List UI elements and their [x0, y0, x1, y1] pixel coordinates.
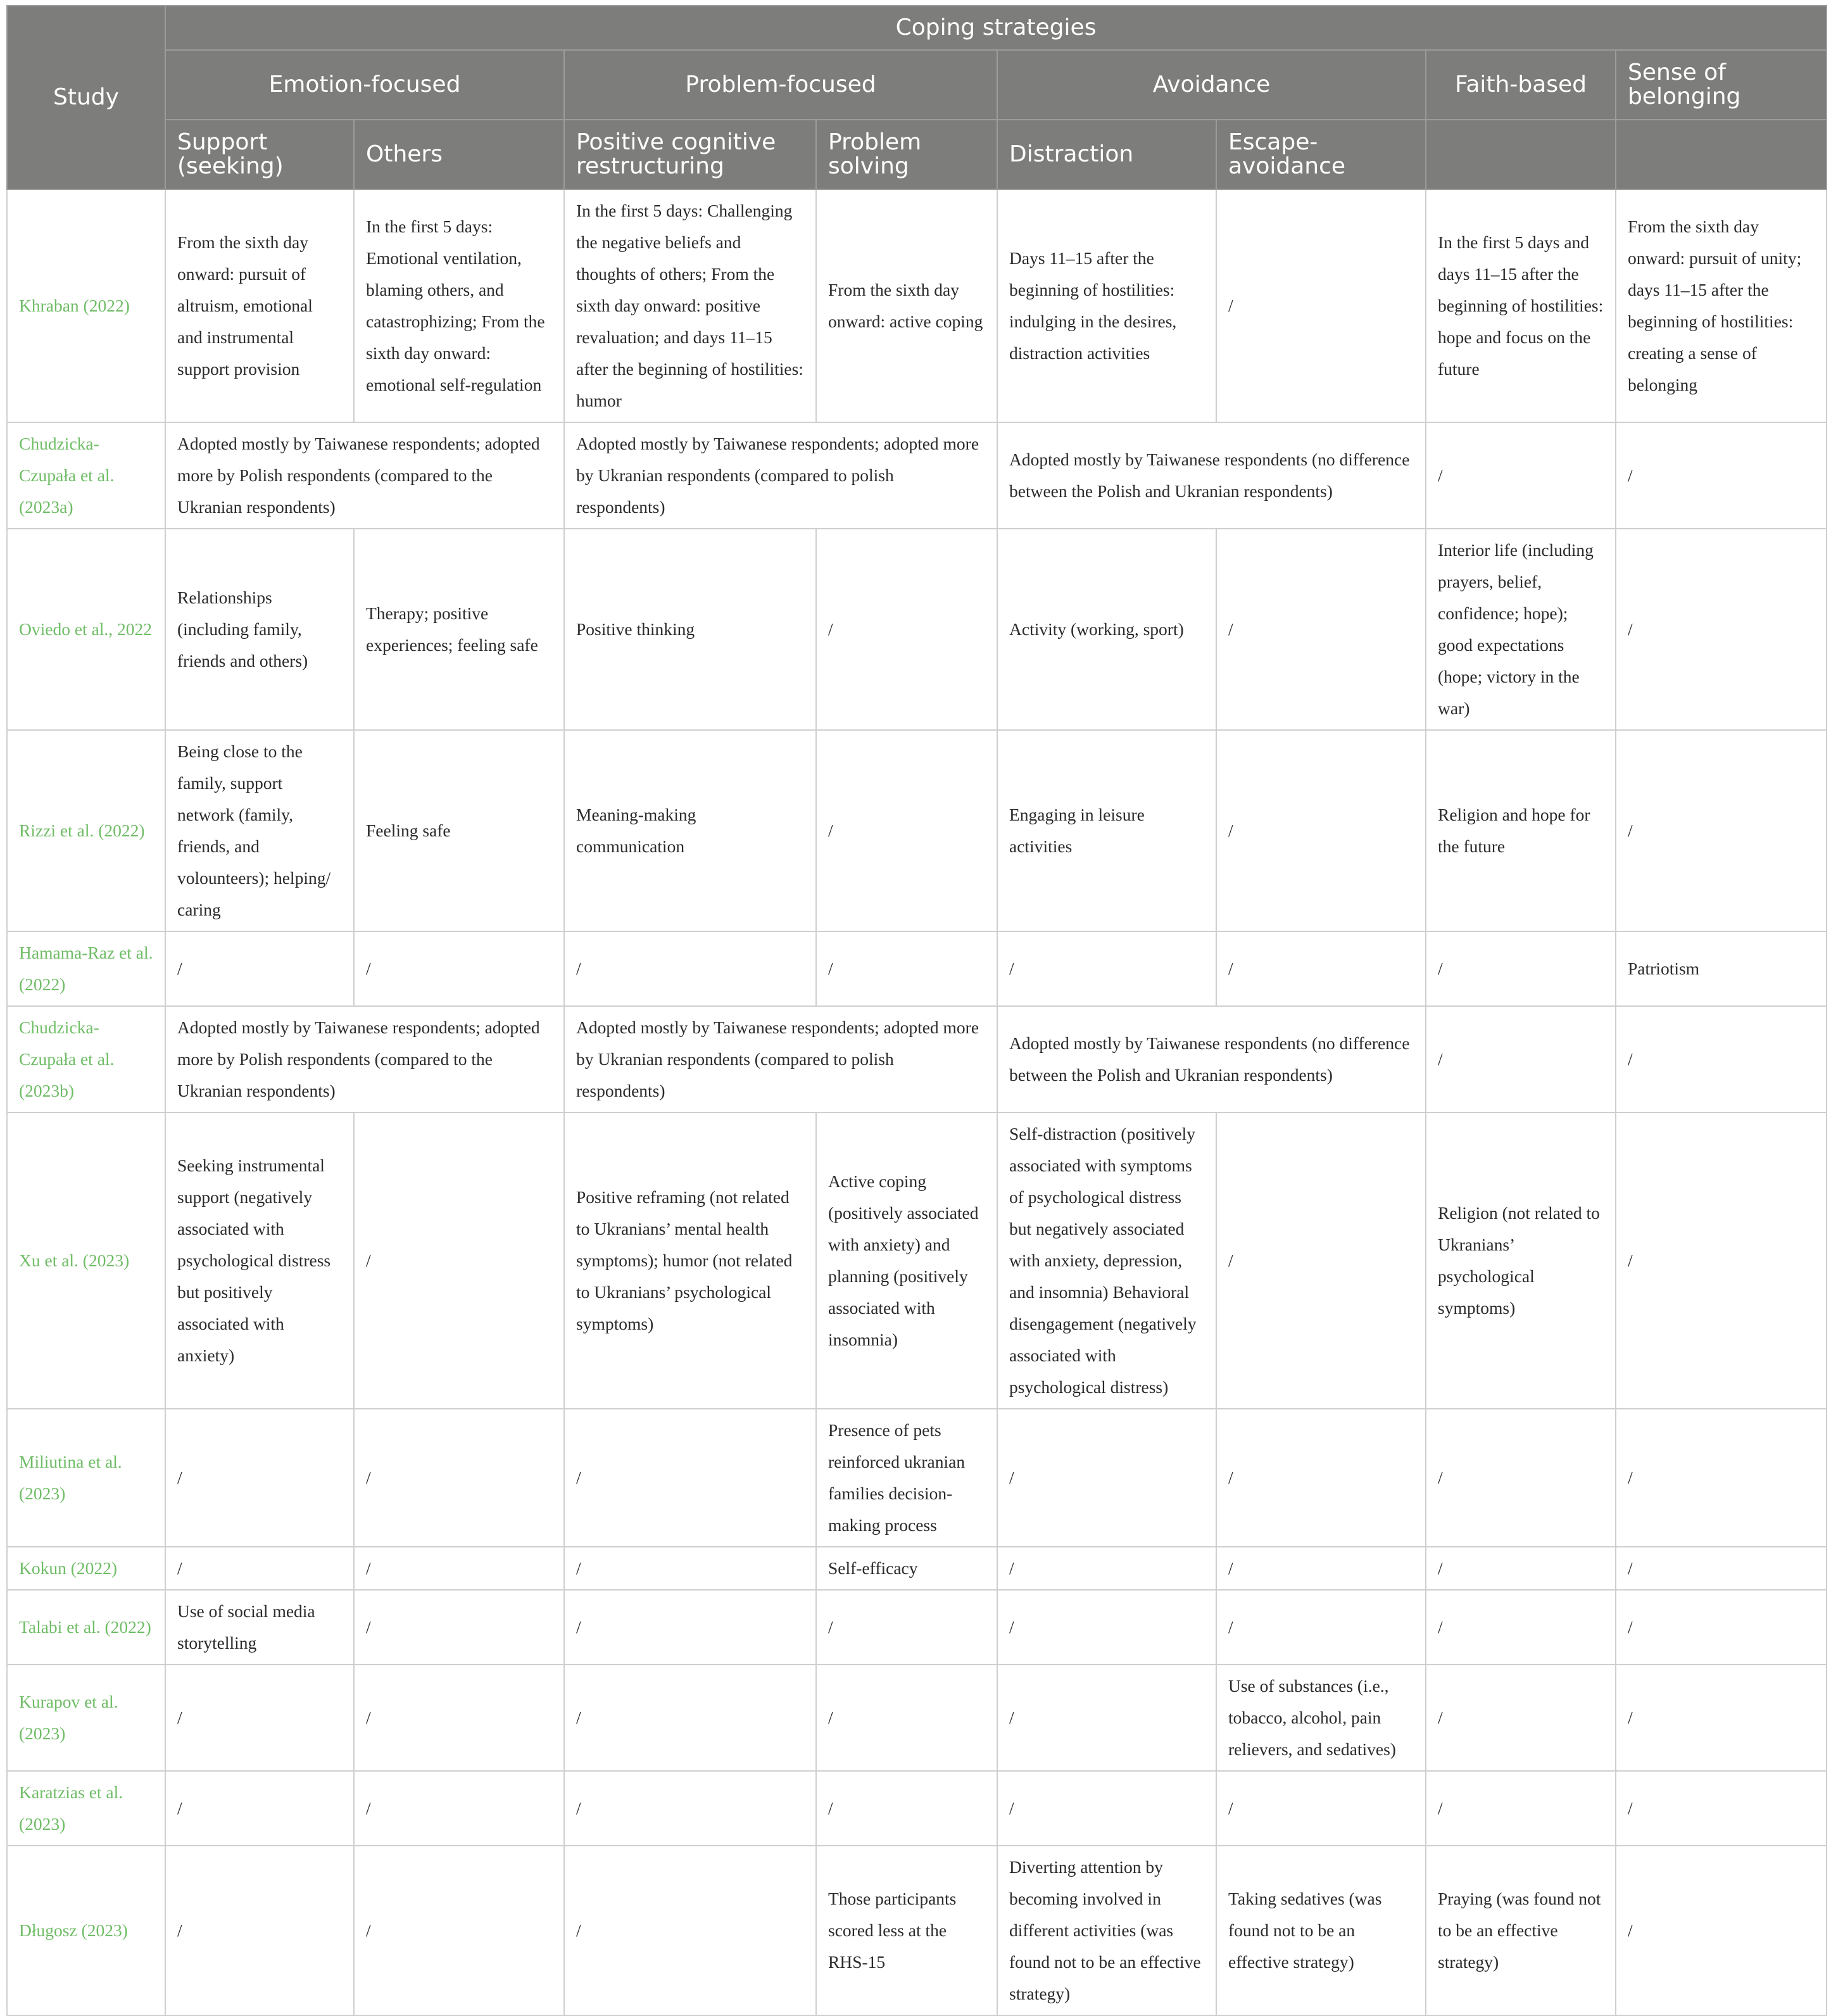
table-cell: / [354, 1547, 564, 1590]
study-cell: Miliutina et al. (2023) [7, 1409, 165, 1547]
table-cell: / [1616, 1771, 1827, 1846]
table-cell: In the first 5 days: Emotional ventilation, blaming others, and catastrophizing; From the sixth day onward: emotional self-regulation [354, 189, 564, 422]
table-cell: / [1216, 529, 1426, 730]
table-cell: From the sixth day onward: pursuit of altruism, emotional and instrumental support provision [165, 189, 354, 422]
study-cell: Karatzias et al. (2023) [7, 1771, 165, 1846]
table-cell: / [1426, 1771, 1616, 1846]
table-row [7, 931, 1827, 1006]
table-row [7, 1665, 1827, 1771]
table-cell: / [997, 1590, 1216, 1665]
table-cell: Patriotism [1616, 931, 1827, 1006]
study-cell: Chudzicka-Czupała et al. (2023a) [7, 422, 165, 529]
table-cell: Positive thinking [564, 529, 816, 730]
table-row [7, 189, 1827, 422]
table-cell: Adopted mostly by Taiwanese respondents (no difference between the Polish and Ukranian respondents) [997, 1006, 1426, 1112]
table-cell: Being close to the family, support network (family, friends, and volounteers); helping/ caring [165, 730, 354, 931]
table-cell: / [165, 1547, 354, 1590]
table-cell: Positive reframing (not related to Ukranians’ mental health symptoms); humor (not related to Ukranians’ psychological symptoms) [564, 1112, 816, 1409]
table-cell: / [816, 1665, 997, 1771]
table-cell: / [354, 1771, 564, 1846]
others-header: Others [354, 120, 564, 189]
table-cell: Diverting attention by becoming involved in different activities (was found not to be an effective strategy) [997, 1846, 1216, 2015]
table-cell: / [997, 1547, 1216, 1590]
table-row [7, 422, 1827, 529]
table-cell: / [564, 1665, 816, 1771]
table-cell: / [564, 1547, 816, 1590]
table-cell: Religion and hope for the future [1426, 730, 1616, 931]
table-cell: / [1426, 1409, 1616, 1547]
coping-strategies-header: Coping strategies [165, 6, 1827, 50]
table-cell: In the first 5 days: Challenging the negative beliefs and thoughts of others; From the sixth day onward: positive revaluation; and days 11–15 after the beginning of hostilities: humor [564, 189, 816, 422]
table-cell: Engaging in leisure activities [997, 730, 1216, 931]
table-cell: / [1216, 1771, 1426, 1846]
table-cell: / [165, 1665, 354, 1771]
study-cell: Xu et al. (2023) [7, 1112, 165, 1409]
table-cell: / [1426, 931, 1616, 1006]
table-cell: / [1216, 1547, 1426, 1590]
avoidance-header: Avoidance [997, 50, 1426, 120]
table-cell: / [1616, 1846, 1827, 2015]
table-cell: / [1216, 730, 1426, 931]
sense-of-belonging-sub-header [1616, 120, 1827, 189]
study-cell: Talabi et al. (2022) [7, 1590, 165, 1665]
table-cell: / [354, 1846, 564, 2015]
table-row [7, 1112, 1827, 1409]
table-cell: Presence of pets reinforced ukranian families decision-making process [816, 1409, 997, 1547]
table-cell: / [1216, 931, 1426, 1006]
table-cell: Adopted mostly by Taiwanese respondents; adopted more by Polish respondents (compared to the Ukranian respondents) [165, 422, 564, 529]
table-row [7, 1846, 1827, 2015]
coping-strategies-table [6, 5, 1827, 2016]
table-cell: / [1216, 1112, 1426, 1409]
table-cell: / [354, 1665, 564, 1771]
table-cell: / [1616, 1665, 1827, 1771]
table-cell: Use of social media storytelling [165, 1590, 354, 1665]
study-cell: Hamama-Raz et al. (2022) [7, 931, 165, 1006]
table-cell: / [1616, 1112, 1827, 1409]
study-cell: Rizzi et al. (2022) [7, 730, 165, 931]
distraction-header: Distraction [997, 120, 1216, 189]
table-body [7, 189, 1827, 2015]
study-cell: Kurapov et al. (2023) [7, 1665, 165, 1771]
table-cell: / [564, 1590, 816, 1665]
table-cell: / [1616, 1006, 1827, 1112]
table-cell: / [1616, 529, 1827, 730]
table-cell: / [816, 1771, 997, 1846]
table-cell: Days 11–15 after the beginning of hostilities: indulging in the desires, distraction activities [997, 189, 1216, 422]
table-cell: / [165, 1846, 354, 2015]
study-column-header: Study [7, 6, 165, 189]
study-cell: Oviedo et al., 2022 [7, 529, 165, 730]
table-cell: In the first 5 days and days 11–15 after the beginning of hostilities: hope and focus on the future [1426, 189, 1616, 422]
table-row [7, 1771, 1827, 1846]
table-cell: / [564, 1409, 816, 1547]
faith-based-sub-header [1426, 120, 1616, 189]
table-cell: / [816, 931, 997, 1006]
table-cell: / [165, 1771, 354, 1846]
table-cell: / [816, 730, 997, 931]
table-cell: / [1216, 1409, 1426, 1547]
table-cell: Praying (was found not to be an effective strategy) [1426, 1846, 1616, 2015]
faith-based-header: Faith-based [1426, 50, 1616, 120]
study-cell: Khraban (2022) [7, 189, 165, 422]
table-cell: / [1426, 1590, 1616, 1665]
table-cell: / [1426, 422, 1616, 529]
table-row [7, 1409, 1827, 1547]
table-cell: / [1426, 1006, 1616, 1112]
study-cell: Chudzicka-Czupała et al. (2023b) [7, 1006, 165, 1112]
table-row [7, 1547, 1827, 1590]
table-cell: / [997, 1665, 1216, 1771]
table-cell: / [816, 1590, 997, 1665]
table-row [7, 730, 1827, 931]
table-cell: / [1216, 1590, 1426, 1665]
table-row [7, 529, 1827, 730]
table-cell: / [564, 931, 816, 1006]
table-header [7, 6, 1827, 189]
table-cell: Adopted mostly by Taiwanese respondents (no difference between the Polish and Ukranian respondents) [997, 422, 1426, 529]
table-cell: / [165, 931, 354, 1006]
table-row [7, 1006, 1827, 1112]
table-cell: / [997, 1409, 1216, 1547]
table-cell: / [564, 1846, 816, 2015]
table-cell: Feeling safe [354, 730, 564, 931]
table-cell: / [1616, 1547, 1827, 1590]
table-cell: Those participants scored less at the RHS-15 [816, 1846, 997, 2015]
table-cell: Seeking instrumental support (negatively associated with psychological distress but positively associated with anxiety) [165, 1112, 354, 1409]
study-cell: Długosz (2023) [7, 1846, 165, 2015]
table-cell: / [997, 931, 1216, 1006]
table-cell: / [354, 1409, 564, 1547]
table-cell: / [1426, 1547, 1616, 1590]
table-cell: Activity (working, sport) [997, 529, 1216, 730]
sense-of-belonging-header: Sense of belonging [1616, 50, 1827, 120]
table-cell: From the sixth day onward: pursuit of unity; days 11–15 after the beginning of hostilities: creating a sense of belonging [1616, 189, 1827, 422]
support-seeking-header: Support (seeking) [165, 120, 354, 189]
table-cell: Relationships (including family, friends and others) [165, 529, 354, 730]
study-cell: Kokun (2022) [7, 1547, 165, 1590]
table-cell: Adopted mostly by Taiwanese respondents; adopted more by Ukranian respondents (compared to polish respondents) [564, 422, 997, 529]
table-cell: / [354, 1112, 564, 1409]
table-cell: / [354, 1590, 564, 1665]
table-cell: / [354, 931, 564, 1006]
table-cell: Therapy; positive experiences; feeling safe [354, 529, 564, 730]
table-cell: / [1616, 730, 1827, 931]
table-cell: / [1616, 422, 1827, 529]
problem-focused-header: Problem-focused [564, 50, 997, 120]
table-cell: Adopted mostly by Taiwanese respondents; adopted more by Polish respondents (compared to the Ukranian respondents) [165, 1006, 564, 1112]
positive-cognitive-restructuring-header: Positive cognitive restructuring [564, 120, 816, 189]
table-cell: / [1616, 1590, 1827, 1665]
table-cell: Active coping (positively associated with anxiety) and planning (positively associated with insomnia) [816, 1112, 997, 1409]
table-cell: Adopted mostly by Taiwanese respondents; adopted more by Ukranian respondents (compared to polish respondents) [564, 1006, 997, 1112]
table-cell: Use of substances (i.e., tobacco, alcohol, pain relievers, and sedatives) [1216, 1665, 1426, 1771]
table-cell: Religion (not related to Ukranians’ psychological symptoms) [1426, 1112, 1616, 1409]
table-cell: From the sixth day onward: active coping [816, 189, 997, 422]
problem-solving-header: Problem solving [816, 120, 997, 189]
table-cell: Self-distraction (positively associated with symptoms of psychological distress but negatively associated with anxiety, depression, and insomnia) Behavioral disengagement (negatively associated with psychological distress) [997, 1112, 1216, 1409]
table-row [7, 1590, 1827, 1665]
table-cell: / [165, 1409, 354, 1547]
emotion-focused-header: Emotion-focused [165, 50, 564, 120]
table-cell: / [816, 529, 997, 730]
escape-avoidance-header: Escape-avoidance [1216, 120, 1426, 189]
table-cell: / [564, 1771, 816, 1846]
table-cell: Self-efficacy [816, 1547, 997, 1590]
table-cell: Taking sedatives (was found not to be an effective strategy) [1216, 1846, 1426, 2015]
table-cell: / [1616, 1409, 1827, 1547]
table-cell: / [1426, 1665, 1616, 1771]
table-cell: Meaning-making communication [564, 730, 816, 931]
table-cell: / [1216, 189, 1426, 422]
table-cell: / [997, 1771, 1216, 1846]
table-cell: Interior life (including prayers, belief, confidence; hope); good expectations (hope; victory in the war) [1426, 529, 1616, 730]
